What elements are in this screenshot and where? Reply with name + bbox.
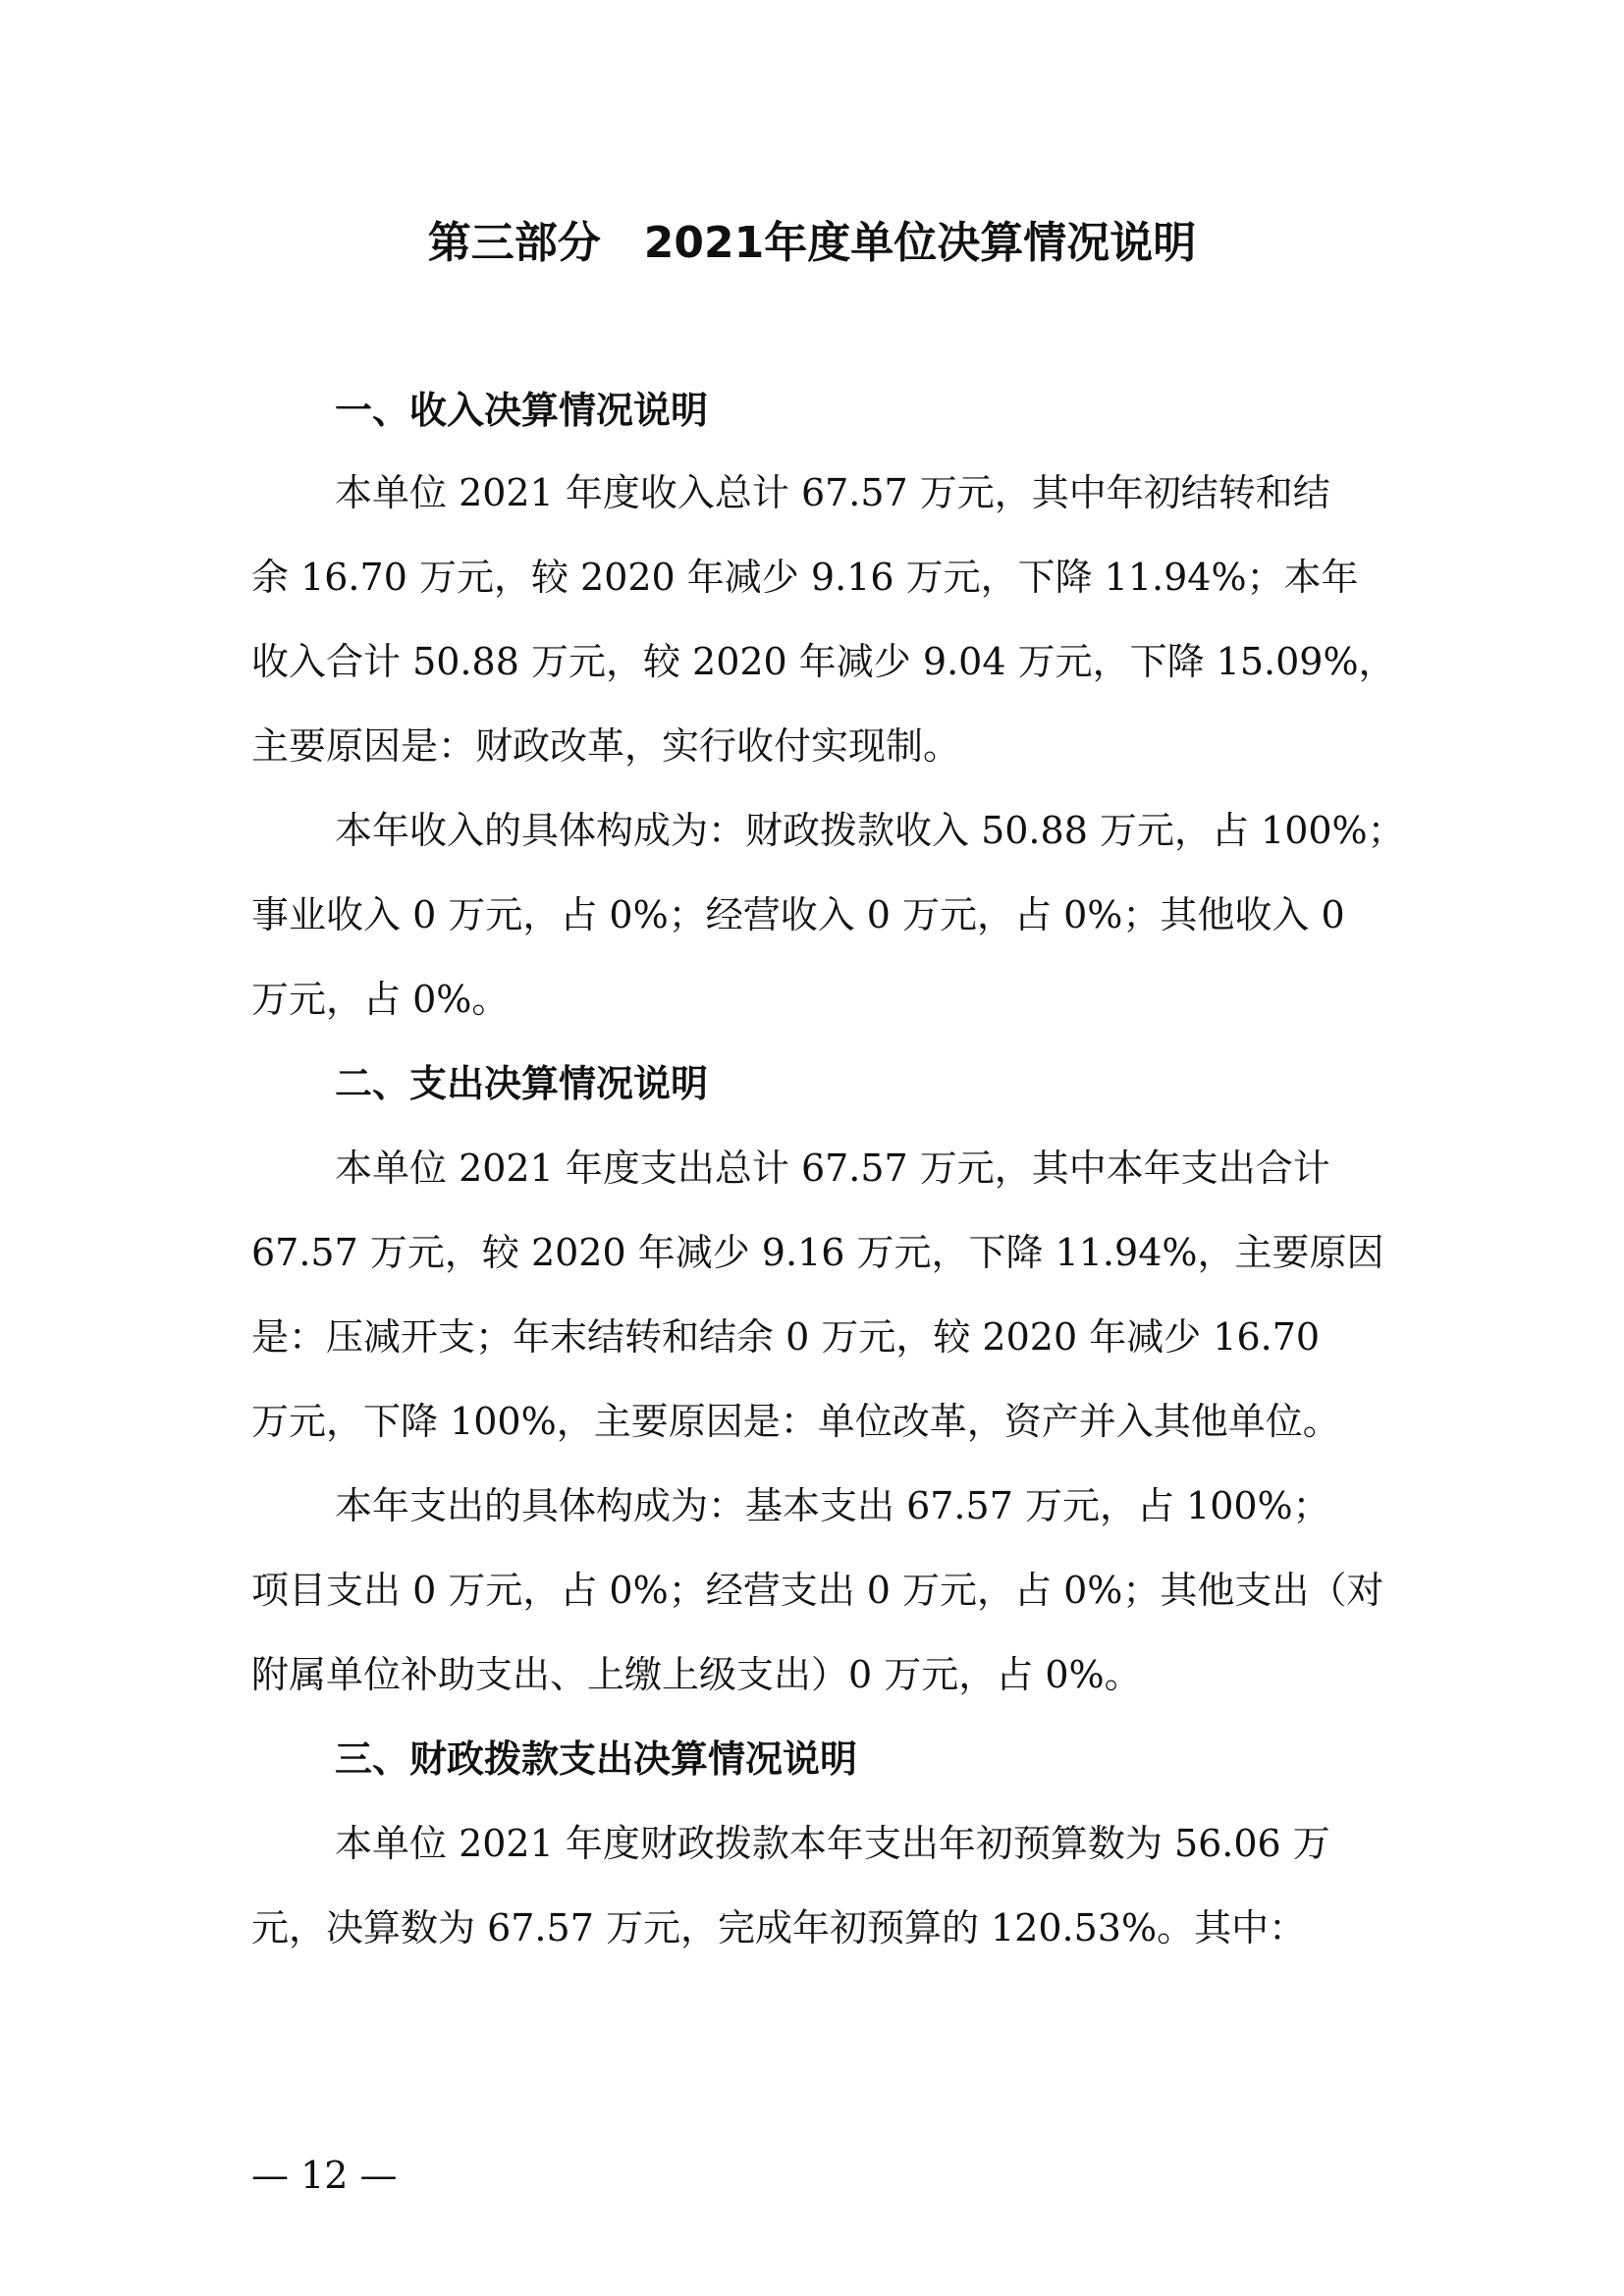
paragraph-line: 本单位 2021 年度财政拨款本年支出年初预算数为 56.06 万 (335, 1822, 1330, 1865)
paragraph-line: 67.57 万元，较 2020 年减少 9.16 万元，下降 11.94%，主要原因 (251, 1231, 1384, 1274)
paragraph-line: 附属单位补助支出、上缴上级支出）0 万元，占 0%。 (251, 1653, 1142, 1696)
section-heading-fiscal-expenditure: 三、财政拨款支出决算情况说明 (335, 1737, 858, 1781)
paragraph-line: 本年支出的具体构成为：基本支出 67.57 万元，占 100%； (335, 1484, 1330, 1527)
paragraph-line: 项目支出 0 万元，占 0%；经营支出 0 万元，占 0%；其他支出（对 (251, 1569, 1384, 1612)
section-heading-income: 一、收入决算情况说明 (335, 389, 709, 432)
paragraph-line: 本年收入的具体构成为：财政拨款收入 50.88 万元，占 100%； (335, 809, 1405, 852)
paragraph-line: 是：压减开支；年末结转和结余 0 万元，较 2020 年减少 16.70 (251, 1315, 1321, 1359)
page-title: 第三部分 2021年度单位决算情况说明 (427, 218, 1197, 268)
paragraph-line: 收入合计 50.88 万元，较 2020 年减少 9.04 万元，下降 15.09%， (251, 640, 1396, 683)
section-heading-expenditure: 二、支出决算情况说明 (335, 1062, 709, 1105)
paragraph-line: 余 16.70 万元，较 2020 年减少 9.16 万元，下降 11.94%；本年 (251, 556, 1359, 599)
page-number: — 12 — (251, 2154, 398, 2197)
paragraph-line: 事业收入 0 万元，占 0%；经营收入 0 万元，占 0%；其他收入 0 (251, 893, 1345, 936)
paragraph-line: 本单位 2021 年度收入总计 67.57 万元，其中年初结转和结 (335, 471, 1330, 514)
paragraph-line: 主要原因是：财政改革，实行收付实现制。 (251, 724, 961, 768)
paragraph-line: 万元，占 0%。 (251, 978, 510, 1021)
paragraph-line: 本单位 2021 年度支出总计 67.57 万元，其中本年支出合计 (335, 1147, 1330, 1190)
paragraph-line: 万元，下降 100%，主要原因是：单位改革，资产并入其他单位。 (251, 1400, 1340, 1443)
paragraph-line: 元，决算数为 67.57 万元，完成年初预算的 120.53%。其中： (251, 1906, 1307, 1949)
